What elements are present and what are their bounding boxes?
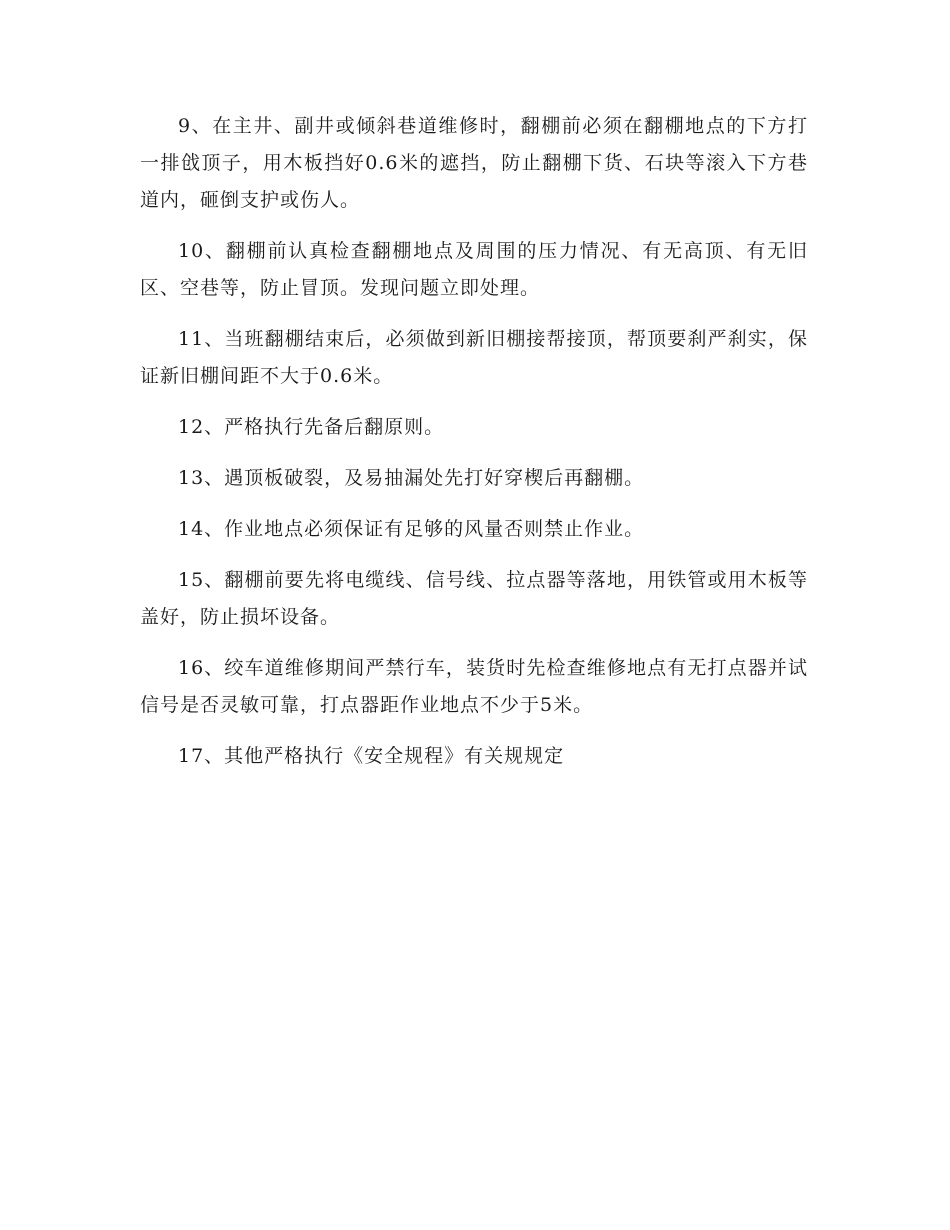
paragraph-9: 9、在主井、副井或倾斜巷道维修时，翻棚前必须在翻棚地点的下方打一排戗顶子，用木板挡好0.6米的遮挡，防止翻棚下货、石块等滚入下方巷道内，砸倒支护或伤人。 [140,115,808,211]
paragraph-14: 14、作业地点必须保证有足够的风量否则禁止作业。 [178,518,645,540]
paragraph-11: 11、当班翻棚结束后，必须做到新旧棚接帮接顶，帮顶要刹严刹实，保证新旧棚间距不大于0.6米。 [140,328,808,387]
paragraph-10: 10、翻棚前认真检查翻棚地点及周围的压力情况、有无高顶、有无旧区、空巷等，防止冒顶。发现问题立即处理。 [140,240,808,299]
paragraph-16: 16、绞车道维修期间严禁行车，装货时先检查维修地点有无打点器并试信号是否灵敏可靠，打点器距作业地点不少于5米。 [140,657,808,716]
paragraph-12: 12、严格执行先备后翻原则。 [178,416,445,438]
paragraph-17: 17、其他严格执行《安全规程》有关规规定 [178,745,565,767]
paragraph-15: 15、翻棚前要先将电缆线、信号线、拉点器等落地，用铁管或用木板等盖好，防止损坏设备。 [140,569,808,628]
paragraph-13: 13、遇顶板破裂，及易抽漏处先打好穿楔后再翻棚。 [178,467,645,489]
document-body [140,108,808,789]
